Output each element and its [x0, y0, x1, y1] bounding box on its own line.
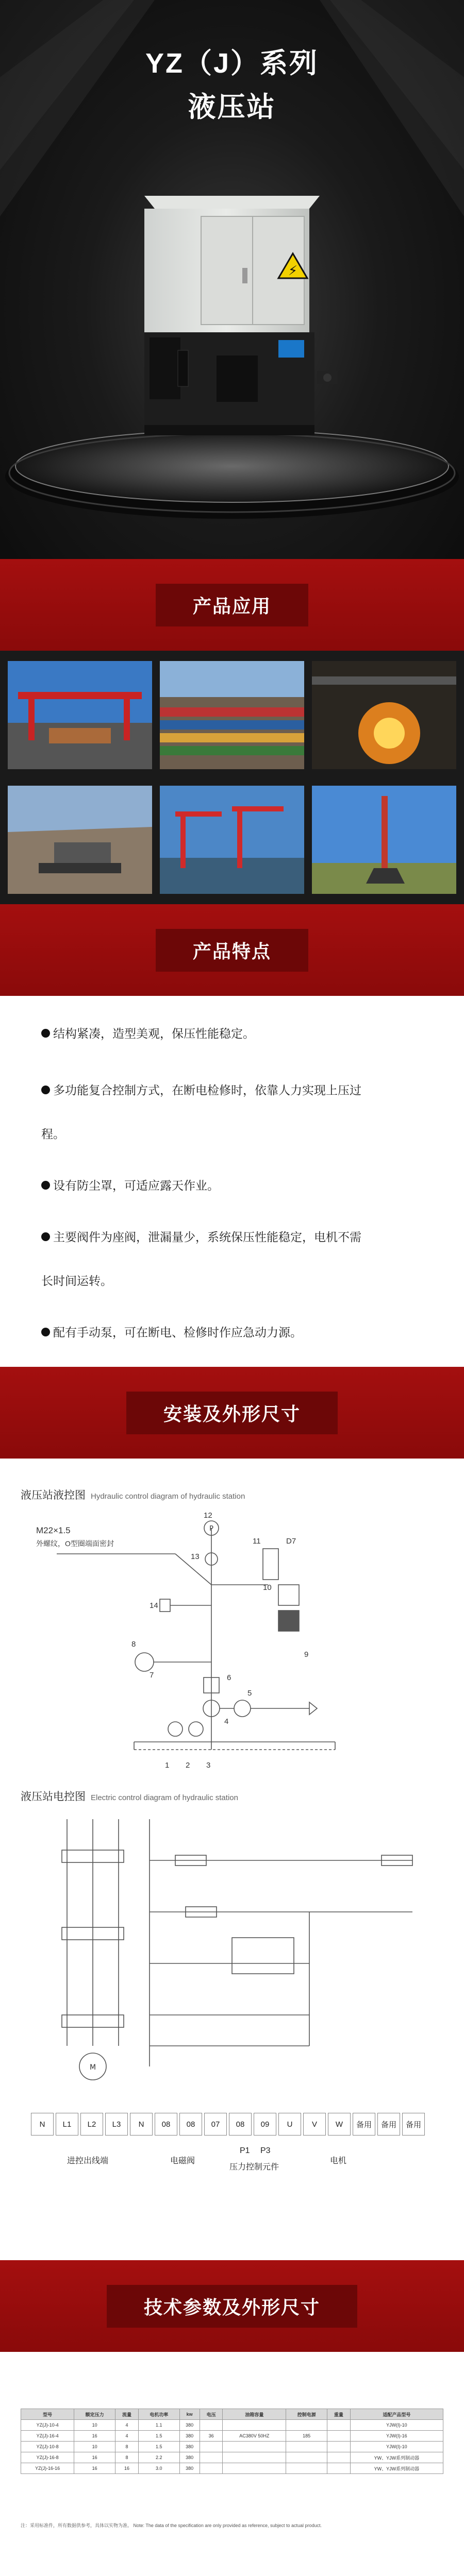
terminal: 07	[204, 2113, 227, 2136]
callout-label: 13	[191, 1552, 200, 1561]
table-row: YZ(J)-16-16 16 16 3.0 380 YW、YJW系列制动器	[21, 2463, 443, 2474]
photo-container-port	[160, 661, 304, 769]
port-note: 外螺纹，O型圈端面密封	[36, 1539, 114, 1548]
svg-text:M: M	[89, 2063, 96, 2072]
table-row: YZ(J)-10-4 10 4 1.1 380 YJW(I)-10	[21, 2420, 443, 2431]
column-header: 流量	[115, 2409, 139, 2420]
bullet-icon	[41, 1029, 50, 1038]
terminal: 09	[254, 2113, 276, 2136]
bullet-icon	[41, 1232, 50, 1241]
callout-label: 5	[247, 1689, 252, 1698]
section-header-features	[0, 904, 464, 996]
features-list	[0, 996, 464, 1367]
port-label: M22×1.5	[36, 1526, 71, 1535]
terminal: N	[31, 2113, 54, 2136]
bullet-icon	[41, 1181, 50, 1190]
column-header: 油箱容量	[223, 2409, 286, 2420]
column-header: 型号	[21, 2409, 74, 2420]
svg-text:⚡: ⚡	[288, 263, 298, 279]
callout-label: 14	[150, 1601, 158, 1610]
table-note: 注：采用标准件，所有数据供参考，具体以实物为准。 Note: The data of the specification are only provided as reference, subject to actual product.	[21, 2523, 322, 2528]
section-header-application	[0, 559, 464, 651]
application-photo-grid	[0, 651, 464, 904]
callout-label: 2	[186, 1761, 190, 1770]
section-title: 技术参数及外形尺寸	[107, 2285, 357, 2328]
terminal: 备用	[402, 2113, 425, 2136]
hydraulic-diagram-title: 液压站液控图 Hydraulic control diagram of hydraulic station	[21, 1489, 245, 1501]
terminal-label-valve: 电磁阀	[170, 2157, 195, 2165]
callout-label: 10	[263, 1583, 272, 1592]
feature-item: 配有手动泵，可在断电、检修时作应急动力源。	[41, 1318, 433, 1347]
electric-diagram-title: 液压站电控图 Electric control diagram of hydraulic station	[21, 1791, 238, 1803]
callout-label: 6	[227, 1673, 231, 1682]
feature-item: 多功能复合控制方式，在断电检修时，依靠人力实现上压过	[41, 1076, 433, 1105]
terminal-label-p3: P3	[260, 2146, 271, 2155]
photo-mining-site	[8, 786, 152, 894]
terminal: L1	[56, 2113, 78, 2136]
install-diagrams	[0, 1459, 464, 2260]
terminal: N	[130, 2113, 153, 2136]
column-header: kw	[179, 2409, 200, 2420]
spec-table	[21, 2409, 443, 2474]
hero-title: YZ（J）系列	[145, 48, 319, 79]
feature-item-continued: 程。	[41, 1127, 65, 1141]
hydraulic-station-product-image	[144, 196, 338, 435]
bullet-icon	[41, 1328, 50, 1336]
callout-label: 7	[150, 1671, 154, 1680]
svg-text:P: P	[209, 1525, 213, 1533]
feature-item: 结构紧凑，造型美观，保压性能稳定。	[41, 1019, 433, 1048]
terminal-label-pressure: 压力控制元件	[229, 2163, 279, 2172]
terminal: U	[278, 2113, 301, 2136]
callout-label: 11	[253, 1537, 261, 1546]
hero-banner	[0, 0, 464, 559]
feature-item: 设有防尘罩，可适应露天作业。	[41, 1171, 433, 1200]
terminal: 备用	[377, 2113, 400, 2136]
terminal-label-motor: 电机	[330, 2157, 347, 2165]
terminal: L3	[105, 2113, 128, 2136]
terminal: 08	[179, 2113, 202, 2136]
spec-section	[0, 2352, 464, 2576]
terminal: 08	[155, 2113, 177, 2136]
terminal: 08	[229, 2113, 252, 2136]
callout-label: 3	[206, 1761, 211, 1770]
section-header-install	[0, 1367, 464, 1459]
callout-label: D7	[286, 1537, 296, 1546]
column-header: 额定压力	[74, 2409, 115, 2420]
hydraulic-schematic	[21, 1507, 443, 1775]
terminal: L2	[80, 2113, 103, 2136]
section-header-spec	[0, 2260, 464, 2352]
feature-item: 主要阀件为座阀，泄漏量少，系统保压性能稳定，电机不需	[41, 1223, 433, 1251]
table-row: YZ(J)-16-8 16 8 2.2 380 YW、YJW系列制动器	[21, 2452, 443, 2463]
column-header: 重量	[327, 2409, 351, 2420]
section-title: 安装及外形尺寸	[126, 1392, 338, 1434]
column-header: 电压	[200, 2409, 223, 2420]
table-row: YZ(J)-10-8 10 8 1.5 380 YJW(I)-10	[21, 2442, 443, 2452]
callout-label: 9	[304, 1650, 309, 1659]
photo-ship-to-shore-cranes	[160, 786, 304, 894]
photo-drilling-rig	[312, 786, 456, 894]
hero-background	[0, 0, 464, 559]
section-title: 产品应用	[156, 584, 308, 626]
terminal: 备用	[353, 2113, 375, 2136]
terminal: W	[328, 2113, 351, 2136]
callout-label: 1	[165, 1761, 170, 1770]
column-header: 控制电源	[286, 2409, 327, 2420]
table-header-row	[21, 2409, 443, 2420]
photo-gantry-crane	[8, 661, 152, 769]
feature-item-continued: 长时间运转。	[41, 1274, 112, 1287]
section-title: 产品特点	[156, 929, 308, 972]
terminal-strip	[31, 2113, 443, 2136]
terminal: V	[303, 2113, 326, 2136]
table-row: YZ(J)-16-4 16 4 1.5 380 36 AC380V 50HZ 185 YJW(I)-16	[21, 2431, 443, 2442]
column-header: 电机功率	[138, 2409, 179, 2420]
terminal-label-power: 进控出线端	[67, 2157, 109, 2165]
callout-label: 4	[224, 1717, 229, 1726]
bullet-icon	[41, 1086, 50, 1094]
callout-label: 12	[204, 1511, 212, 1520]
column-header: 适配产品型号	[350, 2409, 443, 2420]
photo-steel-mill	[312, 661, 456, 769]
terminal-label-p1: P1	[240, 2146, 250, 2155]
hero-subtitle: 液压站	[188, 92, 276, 123]
electric-schematic	[21, 1809, 443, 2097]
callout-label: 8	[131, 1640, 136, 1649]
